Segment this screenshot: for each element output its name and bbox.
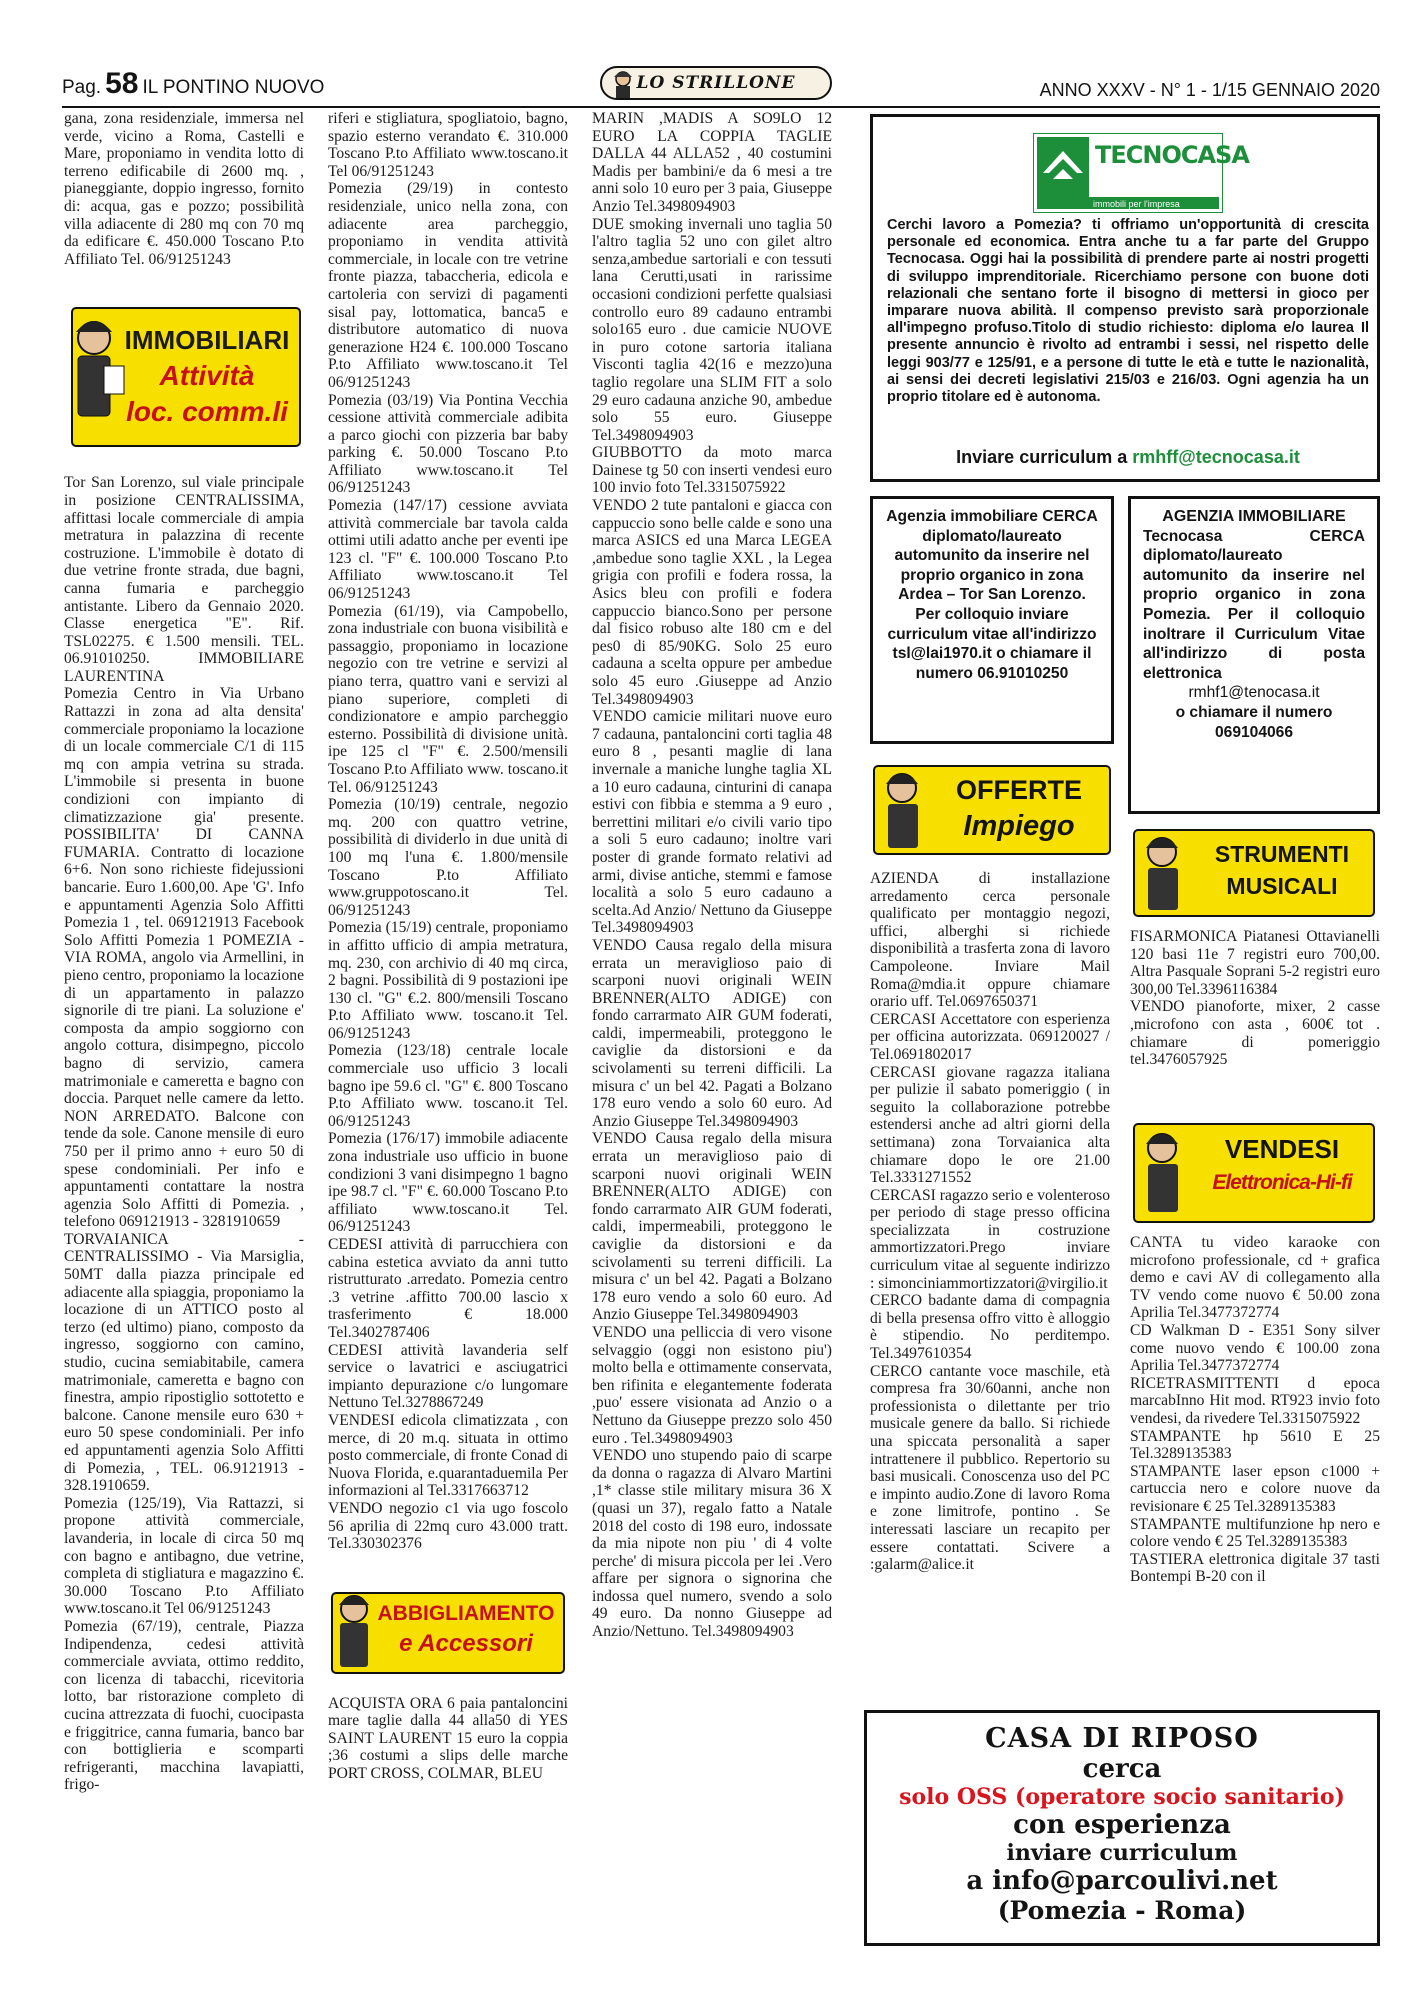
section-subtitle: Elettronica-Hi-fi <box>1212 1171 1352 1194</box>
ad-text: gana, zona residenziale, immersa nel verde, vicino a Roma, Castelli e Mare, proponiamo in vendita lotto di terreno edificabile di 2600 mq. , pianeggiante, doppio ingresso, fornito di: acqua, gas e pozzo; possibilità villa adiacente di 280 mq con 70 mq da edificare €. 450.000 Toscano P.to Affiliato Tel. 06/91251243 <box>64 110 304 268</box>
ad-text: MARIN ,MADIS A SO9LO 12 EURO LA COPPIA TAGLIE DALLA 44 ALLA52 , 40 costumini Madis per bambini/e da 6 mesi a tre anni solo 10 euro per 3 paia, Giuseppe Anzio Tel.3498094903 <box>592 110 832 215</box>
ad-text: Pomezia (176/17) immobile adiacente zona industriale uso ufficio in buone condizioni 3 vani disimpegno 1 bagno ipe 98.7 cl. "F" €. 60.000 Toscano P.to affiliato www.toscano.it Tel. 06/91251243 <box>328 1130 568 1236</box>
ad-text: VENDO 2 tute pantaloni e giacca con cappuccio sono belle calde e sono una marca ASICS ed una Marca LEGEA ,ambedue sono taglie XXL , la Legea grigia con profili e fodera rossa, la Asics bleu con profili e fodera cappuccio bianco.Sono per persone dal fisico robuso alte 180 cm e del pes0 di 85/90KG. Solo 25 euro cadauna a scelta oppure per ambedue solo 45 euro .Giuseppe ad Anzio Tel.3498094903 <box>592 497 832 708</box>
tecnocasa-tagline: immobili per l'impresa <box>1093 199 1180 209</box>
section-title: IMMOBILIARI <box>124 325 290 356</box>
strillone-logo-text: LO STRILLONE <box>636 73 796 93</box>
agency-ad-text: Tecnocasa CERCA diplomato/laureato automunito da inserire nel proprio organico in zona Pomezia. Per il colloquio inoltrare il Curriculum Vitae all'indirizzo di posta elettronica <box>1143 527 1365 682</box>
tecnocasa-body: Cerchi lavoro a Pomezia? ti offriamo un'opportunità di crescita personale ed economica. Entra anche tu a far parte del Gruppo Tecnocasa. Oggi hai la possibilità di prendere parte ai nostri progetti di sviluppo imprenditoriale. Ricerchiamo persone con buone doti relazionali che sentano forte il bisogno di mettersi in gioco per imparare nuova abilità. Il compenso previsto sarà proporzionale all'impegno profuso.Titolo di studio richiesto: diploma e/o laurea Il presente annuncio è rivolto ad entrambi i sessi, nel rispetto delle leggi 903/77 e 125/91, e a persone di tutte le età e tutte le nazionalità, ai sensi dei decreti legislativi 215/03 e 216/03. Ogni agenzia ha un proprio titolare ed è autonoma. <box>887 217 1369 406</box>
ad-text: Pomezia (29/19) in contesto residenziale, unico nella zona, con adiacente area parcheggio, proponiamo in vendita attività commerciale, in locale con tre vetrine fronte piazza, tabaccheria, edicola e cartoleria con servizi di pagamenti sisal pay, lottomatica, banca5 e distributore automatico di nuova generazione H24 €. 100.000 Toscano P.to Affiliato www.toscano.it Tel 06/91251243 <box>328 180 568 391</box>
ad-text: CERCASI Accettatore con esperienza per officina autorizzata. 069120027 / Tel.0691802017 <box>870 1010 1110 1063</box>
ad-text: riferi e stigliatura, spogliatoio, bagno, spazio esterno verandato €. 310.000 Toscano P.to Affiliato www.toscano.it Tel 06/91251243 <box>328 110 568 180</box>
cta-text: Inviare curriculum a <box>956 447 1128 467</box>
newsboy-icon <box>1146 838 1178 910</box>
header-left <box>62 67 324 101</box>
casa-solo: solo <box>899 1784 950 1810</box>
section-title: ABBIGLIAMENTO <box>377 1601 555 1625</box>
ad-text: CD Walkman D - E351 Sony silver come nuovo vendo € 100.00 zona Aprilia Tel.3477372774 <box>1130 1321 1380 1375</box>
ad-text: ACQUISTA ORA 6 paia pantaloncini mare taglie dalla 44 alla50 di YES SAINT LAURENT 15 euro la coppia ;36 costumi a slips delle marche PORT CROSS, COLMAR, BLEU <box>328 1694 568 1783</box>
ad-text: VENDO pianoforte, mixer, 2 casse ,microfono con asta , 600€ tot . chiamare di pomeriggio tel.3476057925 <box>1130 998 1380 1069</box>
section-header-strumenti <box>1130 822 1380 922</box>
ad-text: STAMPANTE laser epson c1000 + cartuccia nero e colore nuove da revisionare € 25 Tel.3289135383 <box>1130 1462 1380 1515</box>
column-5-vendesi <box>1130 1234 1380 1586</box>
newsboy-icon <box>1146 1134 1178 1212</box>
section-title: VENDESI <box>1224 1134 1340 1164</box>
ad-text: Tor San Lorenzo, sul viale principale in posizione CENTRALISSIMA, affittasi locale commerciale di ampia metratura in palazzina di recente costruzione. L'immobile è dotato di due vetrine fronte strada, due bagni, canna fumaria e parcheggio antistante. Libero da Gennaio 2020. Classe energetica "E". Rif. TSL02275. € 1.500 mensili. TEL. 06.91010250. IMMOBILIARE LAURENTINA <box>64 474 304 685</box>
ad-text: Pomezia (147/17) cessione avviata attività commerciale bar tavola calda ottimi utili adatto anche per eventi ipe 123 cl. "F" €. 100.000 Toscano P.to Affiliato www.toscano.it Tel 06/91251243 <box>328 497 568 603</box>
agency-ad-ardea <box>870 496 1114 744</box>
ad-text: VENDO uno stupendo paio di scarpe da donna o ragazza di Alvaro Martini ,1* classe stile military misura 36 X (quasi un 37), regalo fatto a Natale 2018 del costo di 198 euro, indossate da mia nipote non piu ' di 4 volte perche' di misura piccola per lei .Vero affare per signora o signorina che indossa quel numero, svendo a solo 49 euro. Da nonno Giuseppe ad Anzio/Nettuno. Tel.3498094903 <box>592 1447 832 1641</box>
agency-phone-line: o chiamare il numero <box>1175 703 1333 721</box>
ad-text: VENDO Causa regalo della misura errata un meraviglioso paio di scarponi nuovi originali WEIN BRENNER(ALTO ADIGE) con fondo carrarmato AIR GUM foderati, caldi, impermeabili, proteggono le caviglie da distorsioni e da scivolamenti su terreni difficili. La misura c' un bel 42. Pagati a Bolzano 178 euro vendo a solo 60 euro. Ad Anzio Giuseppe Tel.3498094903 <box>592 936 832 1130</box>
casa-di-riposo-ad <box>864 1710 1380 1946</box>
ad-text: GIUBBOTTO da moto marca Dainese tg 50 con inserti vendesi euro 100 invio foto Tel.3315075922 <box>592 444 832 497</box>
ad-text: Pomezia (61/19), via Campobello, zona industriale con buona visibilità e passaggio, proponiamo in locazione negozio con tre vetrine e servizi al piano terra, quattro vani e servizi al piano superiore, completi di condizionatore e ampio parcheggio esterno. Possibilità di divisione unità. ipe 125 cl "F" €. 2.500/mensili Toscano P.to Affiliato www. toscano.it Tel. 06/91251243 <box>328 602 568 796</box>
casa-location: (Pomezia - Roma) <box>997 1896 1247 1925</box>
casa-line-oss <box>867 1784 1377 1810</box>
ad-text: CEDESI attività lavanderia self service o lavatrici e asciugatrici impianto depurazione c/o lungomare Nettuno Tel.3278867249 <box>328 1341 568 1412</box>
page-label: Pag. <box>62 77 102 98</box>
ad-text: VENDO negozio c1 via ugo foscolo 56 aprilia di 22mq curo 43.000 tratt. Tel.330302376 <box>328 1499 568 1553</box>
ad-text: AZIENDA di installazione arredamento cerca personale qualificato per montaggio negozi, uffici, alberghi si richiede disponibilità a trasferta zona di lavoro Campoleone. Inviare Mail Roma@mdia.it oppure chiamare orario uff. Tel.0697650371 <box>870 870 1110 1011</box>
ad-text: Pomezia (67/19), centrale, Piazza Indipendenza, cedesi attività commerciale avviata, ottimo reddito, con licenza di tabacchi, ricevitoria lotto, bar ristorazione completo di cucina attrezzata di fuochi, cuocipasta e friggitrice, canna fumaria, banco bar con bottiglieria e scomparti refrigeranti, macchina lavapiatti, frigo- <box>64 1617 304 1794</box>
casa-line-cerca: cerca <box>1082 1754 1162 1784</box>
newsboy-icon <box>339 1596 369 1667</box>
section-header-vendesi <box>1130 1112 1380 1228</box>
ad-text: RICETRASMITTENTI d epoca marcabInno Hit mod. RT923 invio foto vendesi, da rivedere Tel.3315075922 <box>1130 1374 1380 1427</box>
column-5-strumenti <box>1130 928 1380 1069</box>
ad-text: Pomezia (15/19) centrale, proponiamo in affitto ufficio di ampia metratura, mq. 230, con archivio di 40 mq circa, 2 bagni. Possibilità di 9 postazioni ipe 130 cl. "G" €.2. 800/mensili Toscano P.to Affiliato www. toscano.it Tel. 06/91251243 <box>328 919 568 1042</box>
ad-text: STAMPANTE hp 5610 E 25 Tel.3289135383 <box>1130 1427 1380 1463</box>
ad-text: TORVAIANICA - CENTRALISSIMO - Via Marsiglia, 50MT dalla piazza principale ed adiacente alla spiaggia, proponiamo la locazione di un ATTICO posto al terzo (ed ultimo) piano, composto da ingresso, soggiorno con camino, studio, cucina semiabitabile, camera matrimoniale, cameretta e bagno con finestra, ampio ripostiglio sottotetto e balcone. Canone mensile euro 630 + euro 50 spese condominiali. Per info ed appuntamenti agenzia Solo Affitti di Pomezia, , TEL. 06.9121913 - 328.1910659. <box>64 1230 304 1495</box>
agency-ad-pomezia <box>1128 496 1380 814</box>
ad-text: CEDESI attività di parrucchiera con cabina estetica avviato da anni tutto ristrutturato .arredato. Pomezia centro .3 vetrine .affitto 700.00 lascio x trasferimento € 18.000 Tel.3402787406 <box>328 1236 568 1341</box>
section-subtitle-2: loc. comm.li <box>126 396 288 428</box>
section-header-immobiliari <box>64 282 304 462</box>
column-2 <box>328 110 568 1783</box>
section-subtitle: Impiego <box>963 810 1075 842</box>
casa-title: CASA DI RIPOSO <box>985 1723 1259 1754</box>
ad-text: Pomezia (125/19), Via Rattazzi, si propone attività commerciale, lavanderia, in locale di circa 50 mq con bagno e antibagno, due vetrine, completa di stigliatura e magazzino €. 30.000 Toscano P.to Affiliato www.toscano.it Tel 06/91251243 <box>64 1494 304 1618</box>
ad-text: VENDO una pelliccia di vero visone selvaggio (oggi non esistono piu') molto bella e ottimamente conservata, ben rifinita e elegantemente foderata ,puo' essere visionata ad Anzio o a Nettuno da Giuseppe prezzo solo 450 euro . Tel.3498094903 <box>592 1323 832 1447</box>
agency-email[interactable]: rmhf1@tenocasa.it <box>1188 684 1320 702</box>
casa-line-esperienza: con esperienza <box>1013 1810 1231 1840</box>
casa-email[interactable]: a info@parcoulivi.net <box>966 1866 1278 1896</box>
casa-oss: OSS (operatore socio sanitario) <box>956 1784 1345 1810</box>
strillone-logo <box>600 66 832 100</box>
casa-line-inviare: inviare curriculum <box>1006 1840 1238 1866</box>
publication-name: IL PONTINO NUOVO <box>142 77 325 98</box>
column-4 <box>870 870 1110 1574</box>
column-3 <box>592 110 832 1641</box>
newsboy-icon <box>608 69 638 99</box>
ad-text: CERCASI giovane ragazza italiana per pulizie il sabato pomeriggio ( in seguito la collaborazione potrebbe estendersi anche ad altri giorni della settimana) zona Torvaianica alta chiamare dopo le ore 21.00 Tel.3331271552 <box>870 1063 1110 1187</box>
ad-text: STAMPANTE multifunzione hp nero e colore vendo € 25 Tel.3289135383 <box>1130 1515 1380 1551</box>
agency-title: AGENZIA IMMOBILIARE <box>1162 508 1346 525</box>
tecnocasa-email-link[interactable]: rmhff@tecnocasa.it <box>1132 447 1300 467</box>
ad-text: CANTA tu video karaoke con microfono professionale, cd + grafica demo e cavi AV di collegamento alla TV vendo come nuovo € 50.00 zona Aprilia Tel.3477372774 <box>1130 1234 1380 1322</box>
tecnocasa-cta <box>887 447 1369 468</box>
ad-text: CERCO badante dama di compagnia di bella presensa offro vitto è alloggio è stipendio. No perditempo. Tel.3497610354 <box>870 1292 1110 1363</box>
ad-text: FISARMONICA Piatanesi Ottavianelli 120 basi 11e 7 registri euro 700,00. Altra Pasquale Soprani 5-2 registri euro 300,00 Tel.3396116384 <box>1130 928 1380 998</box>
ad-text: CERCO cantante voce maschile, età compresa fra 30/60anni, anche non professionista o dilettante per trio musicale genere da ballo. Si richiede una spiccata personalità a saper intrattenere il pubblico. Repertorio su basi musicali. Conoscenza uso del PC e impinto audio.Zone di lavoro Roma e zone limitrofe, pontino . Se interessati lasciare un recapito per essere contattati. Scivere a :galarm@alice.it <box>870 1362 1110 1574</box>
tecnocasa-logo-text: TECNOCASA <box>1095 141 1249 169</box>
agency-ad-text: Agenzia immobiliare CERCA diplomato/laureato automunito da inserire nel proprio organico in zona Ardea – Tor San Lorenzo. Per colloquio inviare curriculum vitae all'indirizzo tsl@lai1970.it o chiamare il numero 06.91010250 <box>886 508 1098 682</box>
page-number: 58 <box>105 67 139 100</box>
newsboy-icon <box>886 774 918 848</box>
column-1 <box>64 110 304 1794</box>
ad-text: Pomezia (10/19) centrale, negozio mq. 200 con quattro vetrine, possibilità di dividerlo in due unità di 100 mq l'una €. 1.800/mensile Toscano P.to Affiliato www.gruppotoscano.it Tel. 06/91251243 <box>328 796 568 919</box>
section-subtitle: MUSICALI <box>1226 873 1338 899</box>
section-header-abbigliamento <box>328 1567 568 1687</box>
ad-text: Pomezia Centro in Via Urbano Rattazzi in zona ad alta densita' commerciale proponiamo la locazione di un locale commerciale C/1 di 115 mq con ampia vetrina su strada. L'immobile si presenta in buone condizioni con impianto di climatizzazione gia' presente. POSSIBILITA' DI CANNA FUMARIA. Contratto di locazione 6+6. Non sono richieste fidejussioni bancarie. Euro 1.600,00. Ape 'G'. Info e appuntamenti Agenzia Solo Affitti Pomezia 1 , tel. 069121913 Facebook Solo Affitti Pomezia 1 POMEZIA - VIA ROMA, angolo via Armellini, in pieno centro, proponiamo la locazione di un appartamento in palazzo signorile di tre piani. La soluzione e' composta da ampio soggiorno con angolo cottura, disimpegno, piccolo bagno di servizio, camera matrimoniale e cameretta e bagno con doccia. Parquet nelle camere da letto. NON ARREDATO. Balcone con tende da sole. Canone mensile di euro 750 per il primo anno + euro 50 di spese condominiali. Per info e appuntamenti contattare la nostra agenzia Solo Affitti di Pomezia. , telefono 069121913 - 3281910659 <box>64 685 304 1231</box>
ad-text: DUE smoking invernali uno taglia 50 l'altro taglia 52 uno con gilet altro senza,ambedue sartoriali e con tessuti lana Cerutti,usati in rarissime occasioni condizioni perfette qualsiasi controllo euro 89 cadauno entrambi solo165 euro . due camicie NUOVE in puro cotone sartoria italiana Visconti taglia 42(16 e mezzo)una taglio regolare una SLIM FIT a solo 29 euro cadauna anziche 90, ambedue solo 55 euro. Giuseppe Tel.3498094903 <box>592 215 832 444</box>
ad-text: Pomezia (03/19) Via Pontina Vecchia cessione attività commerciale adibita a parco giochi con pizzeria bar baby parking €. 50.000 Toscano P.to Affiliato www.toscano.it Tel 06/91251243 <box>328 391 568 497</box>
section-title: STRUMENTI <box>1214 841 1350 867</box>
ad-text: VENDO Causa regalo della misura errata un meraviglioso paio di scarponi nuovi originali WEIN BRENNER(ALTO ADIGE) con fondo carrarmato AIR GUM foderati, caldi, impermeabili, proteggono le caviglie da distorsioni e da scivolamenti su terreni difficili. La misura c' un bel 42. Pagati a Bolzano 178 euro vendo a solo 60 euro. Ad Anzio Giuseppe Tel.3498094903 <box>592 1130 832 1324</box>
ad-text: VENDESI edicola climatizzata , con merce, di 20 m.q. situata in ottimo posto commerciale, di fronte Conad di Nuova Florida, e.quarantaduemila Per informazioni al Tel.3317663712 <box>328 1411 568 1500</box>
section-header-offerte <box>870 752 1114 862</box>
section-title: OFFERTE <box>956 775 1082 805</box>
issue-info: ANNO XXXV - N° 1 - 1/15 GENNAIO 2020 <box>1039 80 1380 100</box>
tecnocasa-ad <box>870 114 1380 482</box>
section-subtitle: Attività <box>159 360 255 392</box>
ad-text: VENDO camicie militari nuove euro 7 cadauna, pantaloncini corti taglia 48 euro 8 , pesanti maglie di lana invernale a maniche lunghe taglia XL a 10 euro cadauna, cinturini di canapa estivi con fibbia e stemma a 9 euro , berrettini militari e/o civili vario tipo a soli 5 euro cadauno; inoltre vari poster di grande formato relativi ad armi, divise antiche, stemmi e famose località a solo 5 euro cadauno a scelta.Ad Anzio/ Nettuno da Giuseppe Tel.3498094903 <box>592 708 832 937</box>
ad-text: TASTIERA elettronica digitale 37 tasti Bontempi B-20 con il <box>1130 1550 1380 1586</box>
ad-text: CERCASI ragazzo serio e volenteroso per periodo di stage presso officina specializzata in costruzione ammortizzatori.Prego inviare curriculum vitae al seguente indirizzo : simonciniammortizzatori@virgilio.it <box>870 1186 1110 1292</box>
section-subtitle: e Accessori <box>399 1629 533 1657</box>
ad-text: Pomezia (123/18) centrale locale commerciale uso ufficio 3 locali bagno ipe 59.6 cl. "G" €. 800 Toscano P.to Affiliato www. toscano.it Tel. 06/91251243 <box>328 1042 568 1130</box>
agency-phone: 069104066 <box>1214 723 1294 741</box>
